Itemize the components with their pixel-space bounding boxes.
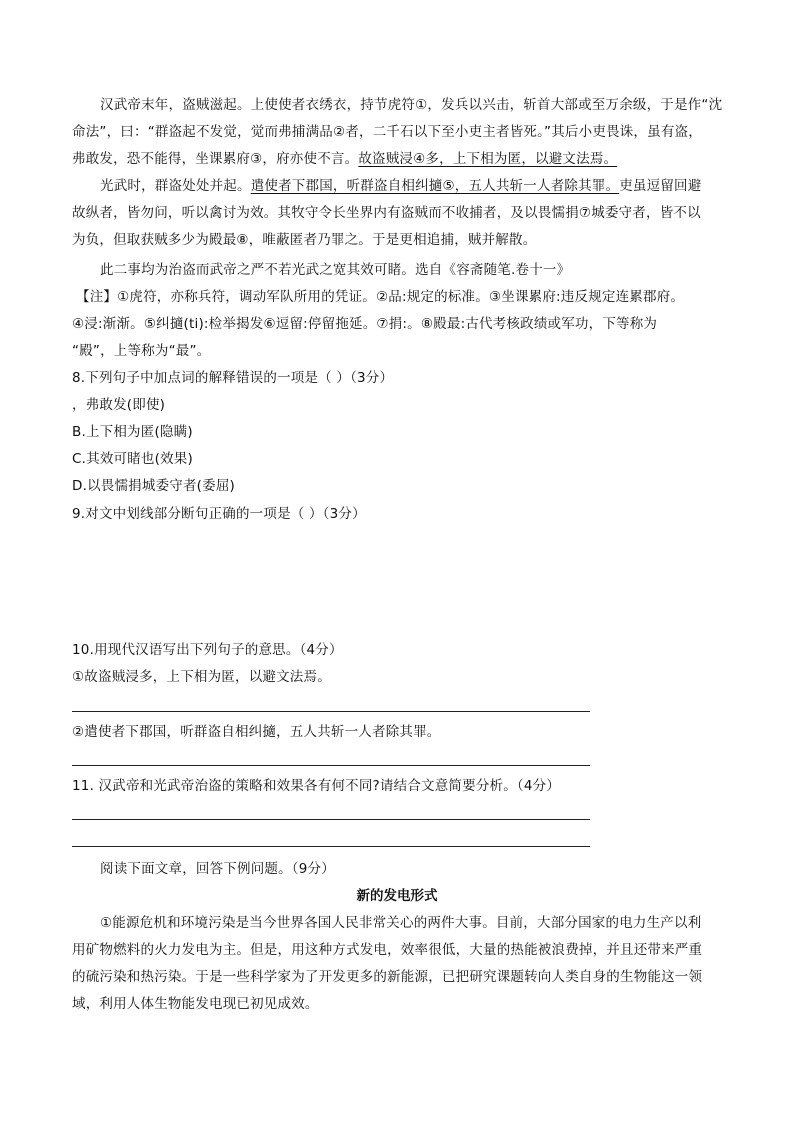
notes-line3: “殿”，上等称为“最”。: [72, 343, 211, 359]
passage2-title: 新的发电形式: [356, 888, 438, 904]
underlined-sentence-1: 故盗贼浸④多，上下相为匿，以避文法焉。: [358, 151, 618, 167]
passage1-text: 光武时，群盗处处并起。: [100, 178, 251, 194]
passage1-paragraph2-line2: 故纵者，皆勿问，听以禽讨为效。其牧守令长坐界内有盗贼而不收捕者，及以畏懦捐⑦城委守者，皆不以: [72, 205, 701, 221]
answer-line[interactable]: [72, 819, 590, 820]
answer-line[interactable]: [72, 765, 590, 766]
underlined-sentence-2: 遣使者下郡国，听群盗自相纠擿⑤，五人共斩一人者除其罪。: [250, 178, 620, 194]
notes-line2: ④浸:渐渐。⑤纠擿(ti):检举揭发⑥逗留:停留拖延。⑦捐:。⑧殿最:古代考核政绩或军功，下等称为: [72, 316, 658, 332]
question-8-option-c: C.其效可睹也(效果): [72, 451, 193, 467]
notes-line1: 【注】①虎符，亦称兵符，调动军队所用的凭证。②品:规定的标准。③坐课累府:违反规定连累郡府。: [76, 289, 685, 305]
passage1-paragraph1-line1: 汉武帝末年，盗贼滋起。上使使者衣绣衣，持节虎符①，发兵以兴击，斩首大部或至万余级，于是作“沈: [100, 97, 723, 113]
answer-line[interactable]: [72, 711, 590, 712]
passage2-line4: 域，利用人体生物能发电现已初见成效。: [72, 996, 319, 1012]
question-10-sentence-2: ②遣使者下郡国，听群盗自相纠擿，五人共斩一人者除其罪。: [72, 724, 441, 740]
passage1-paragraph1-line2: 命法”，曰：“群盗起不发觉，觉而弗捕满品②者，二千石以下至小吏主者皆死。”其后小吏畏诛，虽有盗，: [72, 124, 702, 140]
answer-line[interactable]: [72, 846, 590, 847]
passage1-paragraph1-line3: [72, 150, 722, 168]
question-8-option-a: ，弗敢发(即使): [72, 397, 166, 413]
passage1-paragraph2-line1: [100, 177, 722, 195]
passage2-intro: 阅读下面文章，回答下例问题。（9分）: [100, 861, 335, 877]
passage1-paragraph2-line3: 为负，但取获贼多少为殿最⑧，唯蔽匿者乃罪之。于是更相追捕，贼并解散。: [72, 232, 537, 248]
question-10-sentence-1: ①故盗贼浸多，上下相为匿，以避文法焉。: [72, 669, 331, 685]
passage2-line1: ①能源危机和环境污染是当今世界各国人民非常关心的两件大事。目前，大部分国家的电力生产以利: [100, 915, 702, 931]
question-11-stem: 11. 汉武帝和光武帝治盗的策略和效果各有何不同?请结合文意简要分析。（4分）: [72, 778, 561, 794]
passage2-line3: 的硫污染和热污染。于是一些科学家为了开发更多的新能源，已把研究课题转向人类自身的生物能这一领: [72, 969, 703, 985]
question-8-option-d: D.以畏懦捐城委守者(委屈): [72, 478, 236, 494]
question-8-option-b: B.上下相为匿(隐瞒): [72, 424, 193, 440]
passage1-text: 吏虽逗留回避: [619, 178, 702, 194]
question-9-stem: 9.对文中划线部分断句正确的一项是（ ）（3分）: [72, 506, 366, 522]
question-10-stem: 10.用现代汉语写出下列句子的意思。（4分）: [72, 642, 343, 658]
question-8-stem: 8.下列句子中加点词的解释错误的一项是（ ）（3分）: [72, 370, 394, 386]
passage1-paragraph3: 此二事均为治盗而武帝之严不若光武之宽其效可睹。选自《容斋随笔.卷十一》: [100, 262, 571, 278]
passage2-line2: 用矿物燃料的火力发电为主。但是，用这种方式发电，效率很低，大量的热能被浪费掉，并且还带来严重: [72, 942, 703, 958]
passage1-text: 弗敢发，恐不能得，坐课累府③，府亦使不言。: [72, 151, 359, 167]
